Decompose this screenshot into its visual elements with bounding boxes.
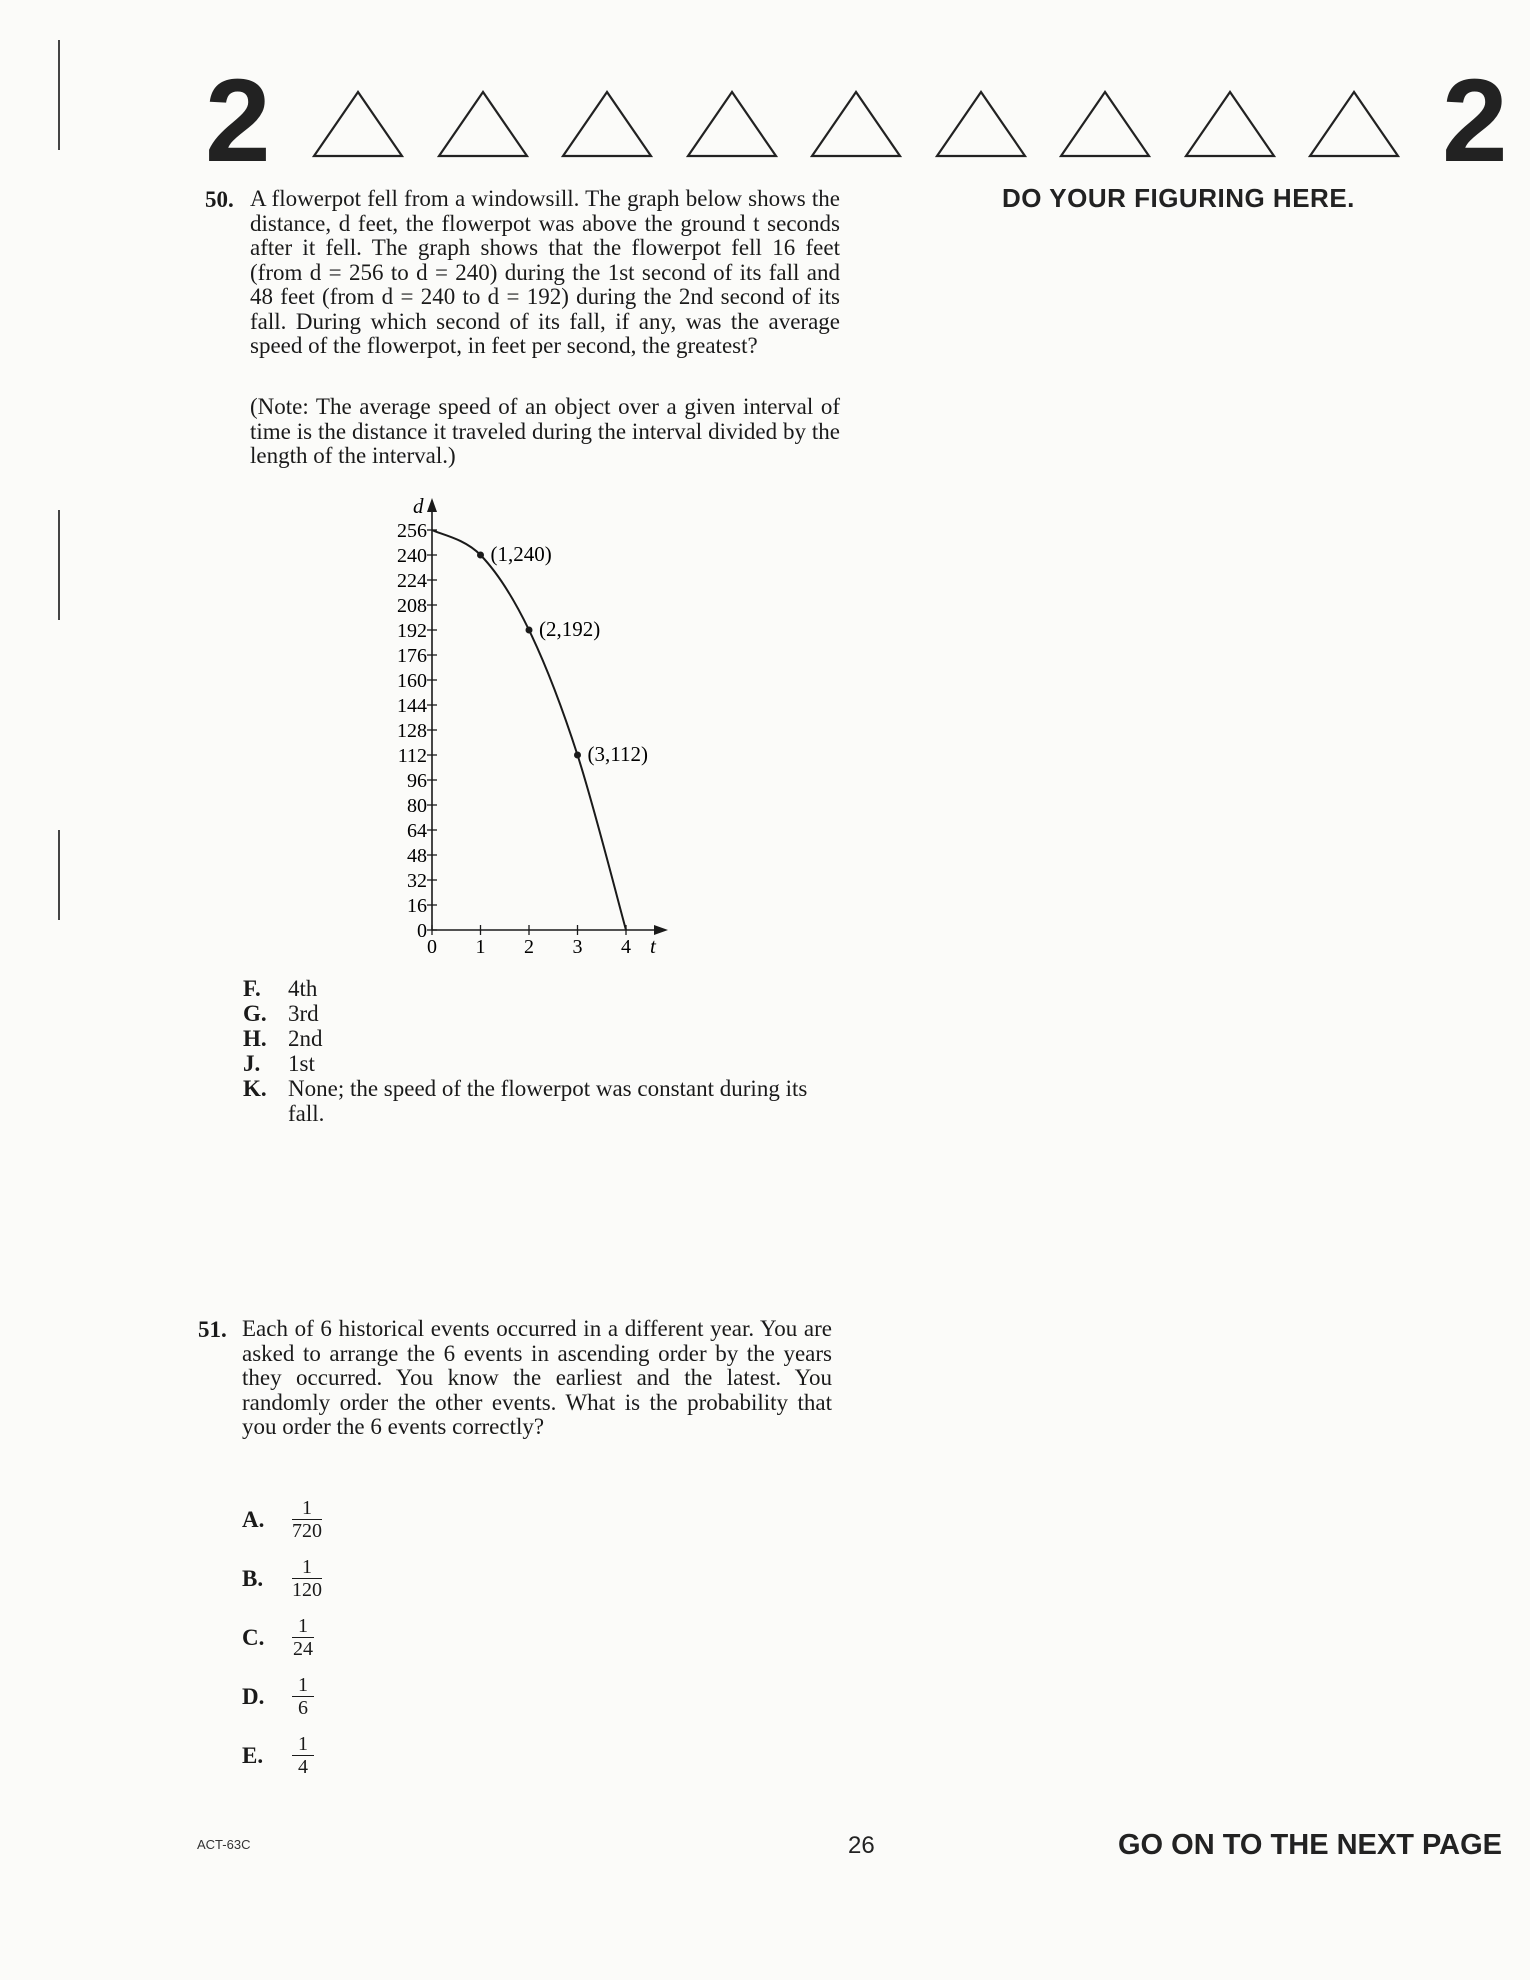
choice-text: 2nd	[288, 1026, 323, 1051]
triangle-icon	[806, 88, 906, 160]
choice-label: D.	[242, 1683, 265, 1709]
answer-choice	[242, 1667, 322, 1726]
triangle-icon	[931, 88, 1031, 160]
question-51-choices	[242, 1490, 322, 1785]
scan-margin-line	[58, 830, 60, 920]
x-tick-label: 2	[524, 936, 534, 958]
next-page-note: GO ON TO THE NEXT PAGE	[1118, 1829, 1503, 1861]
fraction	[292, 1615, 314, 1660]
y-tick-label: 16	[407, 895, 427, 917]
fraction	[292, 1497, 322, 1542]
data-point	[574, 752, 581, 759]
scan-margin-line	[58, 510, 60, 620]
page-number: 26	[848, 1832, 875, 1859]
fraction	[292, 1674, 314, 1719]
y-axis-label: d	[413, 494, 424, 518]
y-tick-label: 240	[397, 545, 427, 567]
triangle-icon	[682, 88, 782, 160]
triangle-row	[308, 88, 1428, 168]
x-tick-label: 4	[621, 936, 631, 958]
y-tick-label: 80	[407, 795, 427, 817]
question-51-text: Each of 6 historical events occurred in a different year. You are asked to arrange the 6 events in ascending order by the years they occurred. You know the earliest and the latest. You randomly order the other events. What is the probability that you order the 6 events correctly?	[242, 1316, 832, 1439]
answer-choice	[243, 1001, 843, 1026]
y-tick-label: 160	[397, 670, 427, 692]
question-51-number: 51.	[198, 1317, 227, 1342]
y-tick-label: 112	[397, 745, 427, 767]
data-point-label: (1,240)	[490, 542, 552, 566]
y-tick-label: 96	[407, 770, 427, 792]
y-tick-label: 32	[407, 870, 427, 892]
y-tick-label: 192	[397, 620, 427, 642]
x-tick-label: 1	[475, 936, 486, 958]
y-tick-label: 208	[397, 595, 427, 617]
y-tick-label: 256	[397, 520, 427, 542]
answer-choice	[242, 1490, 322, 1549]
question-50-number: 50.	[205, 187, 234, 212]
choice-label: C.	[242, 1624, 265, 1650]
y-tick-label: 176	[397, 645, 427, 667]
flowerpot-graph	[380, 485, 680, 970]
answer-choice	[243, 976, 843, 1001]
fraction-numerator: 1	[298, 1674, 308, 1696]
y-tick-label: 0	[417, 920, 427, 942]
triangle-icon	[1055, 88, 1155, 160]
answer-choice	[242, 1726, 322, 1785]
fraction-denominator: 24	[293, 1638, 313, 1660]
answer-choice	[242, 1549, 322, 1608]
fraction-numerator: 1	[298, 1733, 308, 1755]
scan-margin-line	[58, 40, 60, 150]
figuring-note: DO YOUR FIGURING HERE.	[1002, 183, 1355, 213]
x-tick-label: 3	[572, 936, 583, 958]
choice-label: K.	[243, 1076, 267, 1101]
question-50-note: (Note: The average speed of an object over a given interval of time is the distance it traveled during the interval divided by the length of the interval.)	[250, 394, 840, 468]
y-tick-label: 144	[397, 695, 427, 717]
fraction-numerator: 1	[302, 1556, 312, 1578]
data-point-label: (2,192)	[539, 617, 601, 641]
data-point-label: (3,112)	[587, 742, 648, 766]
fraction-denominator: 4	[298, 1756, 308, 1778]
y-axis-arrow-icon	[427, 498, 437, 512]
choice-label: A.	[242, 1506, 265, 1532]
triangle-icon	[433, 88, 533, 160]
choice-label: G.	[243, 1001, 267, 1026]
question-50-stem: A flowerpot fell from a windowsill. The graph below shows the distance, d feet, the flowerpot was above the ground t seconds after it fell. The graph shows that the flowerpot fell 16 feet (from d = 256 to d = 240) during the 1st second of its fall and 48 feet (from d = 240 to d = 192) during the 2nd second of its fall. During which second of its fall, if any, was the average speed of the flowerpot, in feet per second, the greatest?	[250, 186, 840, 358]
fraction	[292, 1733, 314, 1778]
x-tick-label: 0	[427, 936, 437, 958]
triangle-icon	[1304, 88, 1404, 160]
choice-label: E.	[242, 1742, 264, 1768]
choice-label: J.	[243, 1051, 261, 1076]
data-point	[526, 627, 533, 634]
fraction-denominator: 120	[292, 1579, 322, 1601]
section-number-left: 2	[205, 55, 271, 187]
answer-choice	[243, 1076, 843, 1126]
fraction	[292, 1556, 322, 1601]
fraction-numerator: 1	[298, 1615, 308, 1637]
answer-choice	[243, 1051, 843, 1076]
choice-label: H.	[243, 1026, 267, 1051]
question-50-text	[250, 187, 840, 359]
y-tick-label: 64	[407, 820, 427, 842]
x-axis-arrow-icon	[654, 925, 668, 935]
triangle-icon	[557, 88, 657, 160]
choice-text: 4th	[288, 976, 318, 1001]
choice-text: 3rd	[288, 1001, 319, 1026]
section-number-right: 2	[1442, 55, 1508, 187]
triangle-icon	[308, 88, 408, 160]
answer-choice	[242, 1608, 322, 1667]
y-tick-label: 224	[397, 570, 427, 592]
choice-text: None; the speed of the flowerpot was constant during its fall.	[288, 1076, 808, 1126]
answer-choice	[243, 1026, 843, 1051]
y-tick-label: 128	[397, 720, 427, 742]
choice-label: B.	[242, 1565, 264, 1591]
data-point	[477, 552, 484, 559]
choice-text: 1st	[288, 1051, 315, 1076]
triangle-icon	[1180, 88, 1280, 160]
fraction-denominator: 6	[298, 1697, 308, 1719]
y-tick-label: 48	[407, 845, 427, 867]
choice-label: F.	[243, 976, 261, 1001]
series-line	[432, 530, 626, 930]
fraction-numerator: 1	[302, 1497, 312, 1519]
x-axis-label: t	[650, 934, 656, 958]
question-50-choices	[243, 976, 843, 1126]
fraction-denominator: 720	[292, 1520, 322, 1542]
form-code: ACT-63C	[197, 1837, 251, 1852]
